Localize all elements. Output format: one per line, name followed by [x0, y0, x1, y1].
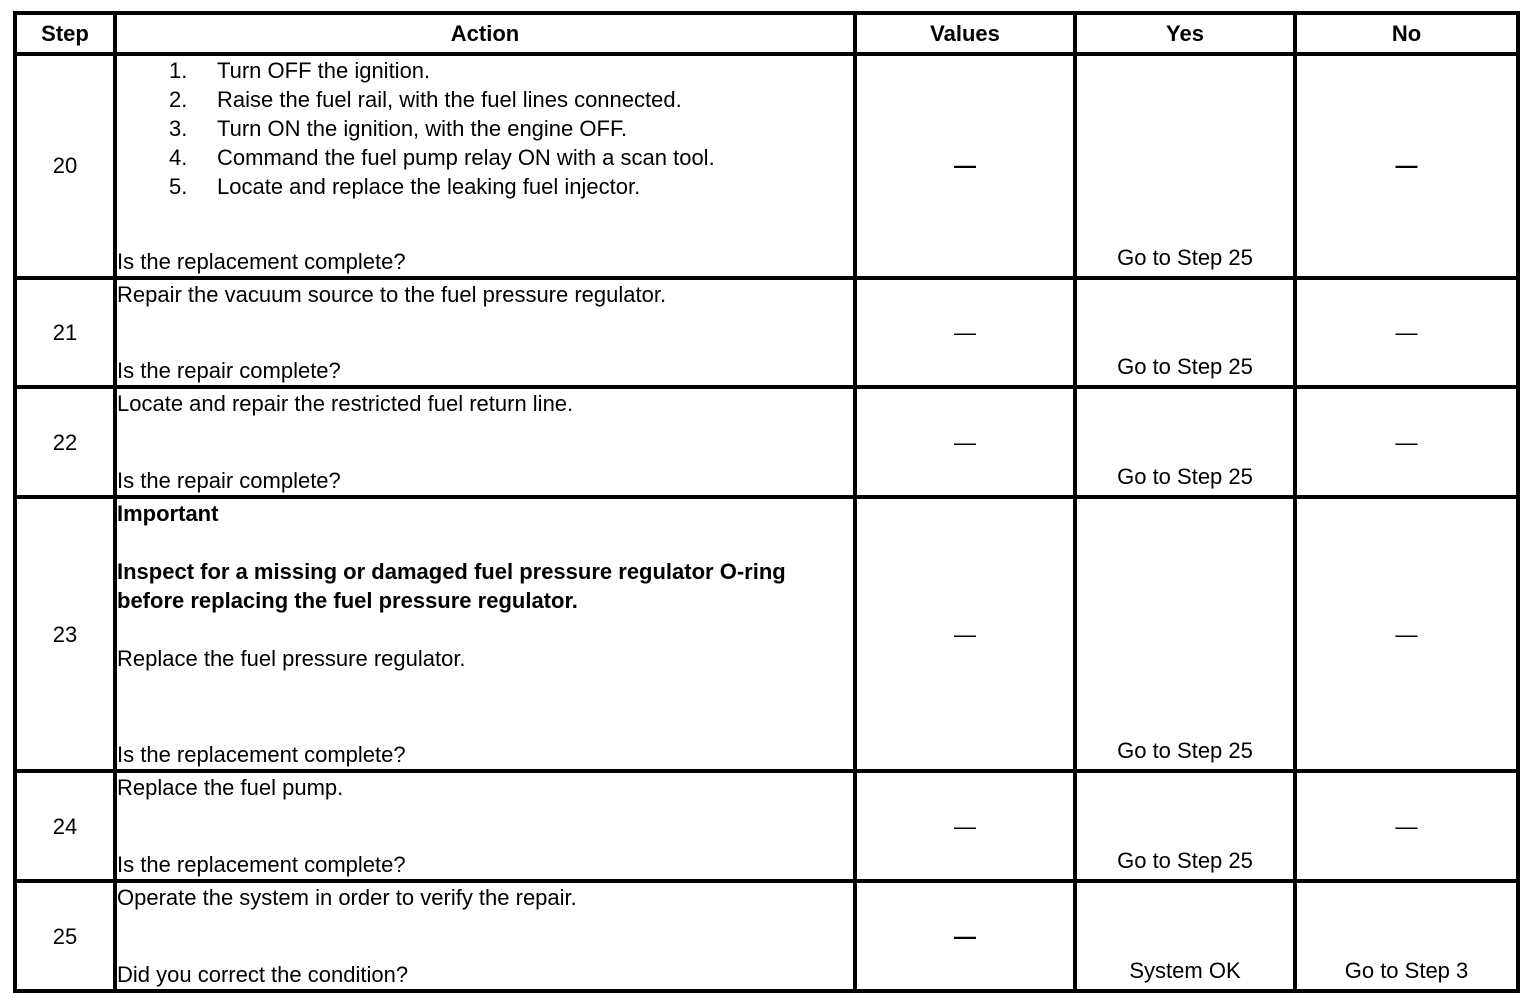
- table-row: [15, 881, 1518, 991]
- action-cell: [115, 278, 855, 388]
- list-item: 3. Turn ON the ignition, with the engine OFF.: [169, 116, 628, 141]
- no-cell: —: [1295, 771, 1518, 881]
- yes-cell: Go to Step 25: [1075, 497, 1295, 771]
- step-number: 22: [15, 387, 115, 497]
- yes-cell: Go to Step 25: [1075, 387, 1295, 497]
- header-yes: Yes: [1075, 13, 1295, 54]
- action-instruction: Replace the fuel pump.: [117, 775, 344, 801]
- action-cell: [115, 497, 855, 771]
- action-question: Is the repair complete?: [117, 468, 341, 494]
- step-number: 23: [15, 497, 115, 771]
- yes-cell: Go to Step 25: [1075, 54, 1295, 278]
- action-question: Is the repair complete?: [117, 358, 341, 384]
- table-row: [15, 387, 1518, 497]
- no-cell: —: [1295, 54, 1518, 278]
- header-values: Values: [855, 13, 1075, 54]
- list-item: 4. Command the fuel pump relay ON with a scan tool.: [169, 145, 715, 170]
- important-title: Important: [117, 501, 219, 527]
- action-question: Is the replacement complete?: [117, 248, 406, 274]
- step-number: 24: [15, 771, 115, 881]
- header-row: [15, 13, 1518, 54]
- action-question: Is the replacement complete?: [117, 742, 406, 768]
- step-number: 21: [15, 278, 115, 388]
- values-cell: —: [855, 497, 1075, 771]
- yes-cell: System OK: [1075, 881, 1295, 991]
- header-no: No: [1295, 13, 1518, 54]
- list-item: 2. Raise the fuel rail, with the fuel lines connected.: [169, 87, 682, 112]
- table-row: [15, 278, 1518, 388]
- step-number: 20: [15, 54, 115, 278]
- action-cell: [115, 881, 855, 991]
- procedure-list: [117, 56, 853, 201]
- yes-cell: Go to Step 25: [1075, 771, 1295, 881]
- action-cell: [115, 771, 855, 881]
- action-instruction: Operate the system in order to verify the repair.: [117, 885, 577, 911]
- list-item: 5. Locate and replace the leaking fuel injector.: [169, 174, 641, 199]
- header-action: Action: [115, 13, 855, 54]
- no-cell: —: [1295, 278, 1518, 388]
- values-cell: —: [855, 278, 1075, 388]
- values-cell: —: [855, 54, 1075, 278]
- action-instruction: Locate and repair the restricted fuel return line.: [117, 391, 574, 417]
- action-question: Did you correct the condition?: [117, 962, 409, 987]
- table-row: [15, 54, 1518, 278]
- yes-cell: Go to Step 25: [1075, 278, 1295, 388]
- values-cell: —: [855, 387, 1075, 497]
- no-cell: Go to Step 3: [1295, 881, 1518, 991]
- no-cell: —: [1295, 387, 1518, 497]
- list-item: 1. Turn OFF the ignition.: [169, 58, 431, 83]
- action-cell: [115, 387, 855, 497]
- action-question: Is the replacement complete?: [117, 852, 406, 878]
- important-note: Inspect for a missing or damaged fuel pressure regulator O-ring before replacing the fuel pressure regulator.: [117, 559, 786, 614]
- values-cell: —: [855, 771, 1075, 881]
- action-instruction: Repair the vacuum source to the fuel pressure regulator.: [117, 281, 667, 307]
- table-row: [15, 497, 1518, 771]
- values-cell: —: [855, 881, 1075, 991]
- header-step: Step: [15, 13, 115, 54]
- diagnostic-table: [13, 11, 1520, 993]
- step-number: 25: [15, 881, 115, 991]
- no-cell: —: [1295, 497, 1518, 771]
- action-cell: [115, 54, 855, 278]
- action-instruction: Replace the fuel pressure regulator.: [117, 646, 466, 672]
- table-row: [15, 771, 1518, 881]
